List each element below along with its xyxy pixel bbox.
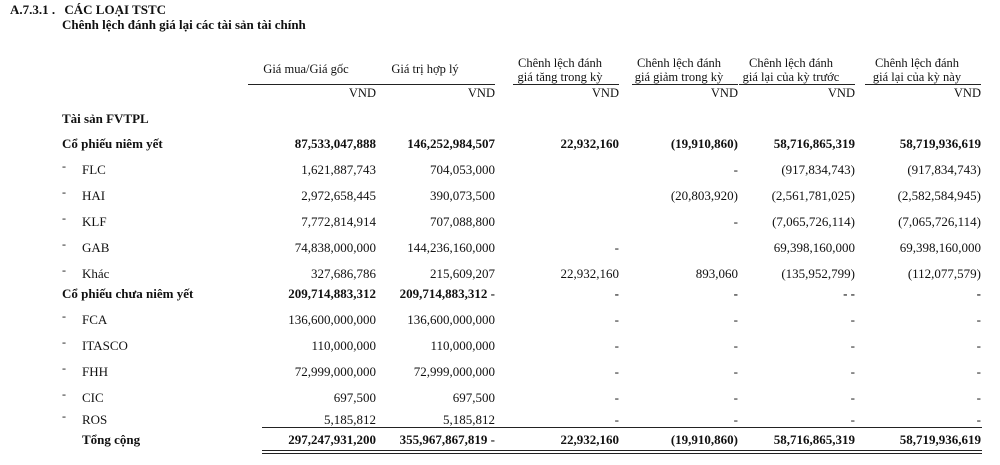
column-header-rule	[865, 84, 981, 85]
table-cell: 209,714,883,312	[288, 286, 376, 301]
asset-row-label: FCA	[82, 312, 108, 327]
table-cell: 58,716,865,319	[773, 136, 855, 151]
table-cell: -	[614, 338, 619, 353]
table-subtitle: Chênh lệch đánh giá lại các tài sản tài chính	[62, 17, 306, 32]
group-row-label: Cổ phiếu niêm yết	[62, 136, 163, 151]
table-cell: 209,714,883,312 -	[399, 286, 495, 301]
table-cell: 146,252,984,507	[407, 136, 495, 151]
table-cell: 1,621,887,743	[301, 162, 376, 177]
asset-row-label: FLC	[82, 162, 106, 177]
asset-row-label: ITASCO	[82, 338, 128, 353]
table-cell: 136,600,000,000	[288, 312, 376, 327]
table-cell: (19,910,860)	[670, 136, 738, 151]
table-cell: -	[850, 390, 855, 405]
group-label-fvtpl: Tài sản FVTPL	[62, 111, 149, 126]
column-header-line2: giá tăng trong kỳ	[517, 70, 603, 84]
bullet-dash: -	[62, 309, 66, 323]
bullet-dash: -	[62, 387, 66, 401]
table-cell: 22,932,160	[560, 266, 619, 281]
bullet-dash: -	[62, 361, 66, 375]
asset-row-label: FHH	[82, 364, 109, 379]
table-cell: 704,053,000	[430, 162, 495, 177]
column-header-2	[355, 62, 495, 76]
table-cell: 5,185,812	[324, 412, 376, 427]
table-cell: -	[614, 412, 619, 427]
table-cell: 110,000,000	[311, 338, 376, 353]
total-row-label: Tổng cộng	[82, 432, 141, 447]
table-cell: -	[614, 390, 619, 405]
table-cell: 327,686,786	[311, 266, 376, 281]
table-cell: -	[733, 364, 738, 379]
total-cell: 355,967,867,819 -	[399, 432, 495, 447]
column-header-line2: giá giảm trong kỳ	[634, 70, 724, 84]
table-cell: -	[614, 312, 619, 327]
column-unit: VND	[827, 86, 855, 100]
table-cell: 893,060	[695, 266, 738, 281]
column-header-line1: Chênh lệch đánh	[748, 56, 833, 70]
table-cell: 69,398,160,000	[773, 240, 855, 255]
column-header-rule	[513, 84, 619, 85]
bullet-dash: -	[62, 211, 66, 225]
column-unit: VND	[710, 86, 738, 100]
table-cell: -	[976, 312, 981, 327]
total-double-rule	[262, 450, 982, 454]
group-row-label: Cổ phiếu chưa niêm yết	[62, 286, 194, 301]
table-cell: -	[850, 412, 855, 427]
bullet-dash: -	[62, 409, 66, 423]
column-header-rule	[248, 84, 376, 85]
table-cell: (112,077,579)	[907, 266, 981, 281]
column-header-6	[853, 56, 981, 84]
bullet-dash: -	[62, 159, 66, 173]
column-header-3	[501, 56, 619, 84]
total-cell: 22,932,160	[560, 432, 619, 447]
column-header-4	[620, 56, 738, 84]
table-cell: 72,999,000,000	[294, 364, 376, 379]
total-cell: (19,910,860)	[670, 432, 738, 447]
asset-row-label: CIC	[82, 390, 104, 405]
table-cell: 69,398,160,000	[899, 240, 981, 255]
table-cell: 215,609,207	[430, 266, 495, 281]
table-cell: 58,719,936,619	[899, 136, 981, 151]
total-top-rule	[262, 427, 982, 428]
table-cell: -	[733, 162, 738, 177]
table-cell: 697,500	[452, 390, 495, 405]
column-unit: VND	[348, 86, 376, 100]
asset-row-label: HAI	[82, 188, 106, 203]
section-heading	[10, 2, 166, 18]
table-cell: -	[733, 390, 738, 405]
table-cell: -	[733, 338, 738, 353]
table-cell: 5,185,812	[443, 412, 495, 427]
table-cell: (7,065,726,114)	[772, 214, 855, 229]
table-cell: -	[614, 364, 619, 379]
column-header-line1: Chênh lệch đánh	[636, 56, 721, 70]
table-cell: -	[976, 364, 981, 379]
section-title: CÁC LOẠI TSTC	[64, 2, 167, 17]
table-cell: -	[976, 286, 981, 301]
table-cell: - -	[843, 286, 855, 301]
asset-row-label: ROS	[82, 412, 108, 427]
column-unit: VND	[591, 86, 619, 100]
column-header-rule	[739, 84, 855, 85]
column-header-line1: Chênh lệch đánh	[874, 56, 959, 70]
column-unit: VND	[953, 86, 981, 100]
table-cell: 707,088,800	[430, 214, 495, 229]
column-header-rule	[367, 84, 495, 85]
column-header-line2: giá lại của kỳ trước	[742, 70, 840, 84]
table-cell: 136,600,000,000	[407, 312, 495, 327]
asset-row-label: Khác	[82, 266, 110, 281]
table-cell: 110,000,000	[430, 338, 495, 353]
table-cell: -	[614, 286, 619, 301]
table-cell: (2,582,584,945)	[897, 188, 981, 203]
table-cell: (135,952,799)	[781, 266, 855, 281]
table-cell: -	[850, 364, 855, 379]
total-cell: 58,719,936,619	[899, 432, 981, 447]
table-cell: (917,834,743)	[781, 162, 855, 177]
table-cell: (2,561,781,025)	[771, 188, 855, 203]
table-cell: 87,533,047,888	[294, 136, 376, 151]
table-cell: (917,834,743)	[907, 162, 981, 177]
column-header-line1: Chênh lệch đánh	[517, 56, 602, 70]
table-cell: 7,772,814,914	[301, 214, 376, 229]
total-cell: 297,247,931,200	[288, 432, 376, 447]
table-cell: 74,838,000,000	[294, 240, 376, 255]
table-cell: 2,972,658,445	[301, 188, 376, 203]
table-cell: (20,803,920)	[670, 188, 738, 203]
table-cell: 144,236,160,000	[407, 240, 495, 255]
table-cell: -	[976, 390, 981, 405]
bullet-dash: -	[62, 335, 66, 349]
table-cell: -	[614, 240, 619, 255]
column-unit: VND	[467, 86, 495, 100]
table-cell: 697,500	[333, 390, 376, 405]
column-header-5	[727, 56, 855, 84]
column-header-line2: giá lại của kỳ này	[872, 70, 962, 84]
column-header-rule	[632, 84, 738, 85]
column-header-line2: Giá mua/Giá gốc	[263, 62, 349, 76]
table-cell: -	[733, 412, 738, 427]
table-cell: (7,065,726,114)	[898, 214, 981, 229]
table-cell: -	[733, 214, 738, 229]
column-header-line2: Giá trị hợp lý	[391, 62, 459, 76]
bullet-dash: -	[62, 185, 66, 199]
bullet-dash: -	[62, 237, 66, 251]
asset-row-label: GAB	[82, 240, 110, 255]
bullet-dash: -	[62, 263, 66, 277]
section-number: A.7.3.1 .	[10, 2, 56, 17]
table-cell: -	[976, 338, 981, 353]
table-cell: -	[850, 312, 855, 327]
table-cell: -	[976, 412, 981, 427]
table-cell: -	[850, 338, 855, 353]
asset-row-label: KLF	[82, 214, 107, 229]
table-cell: 22,932,160	[560, 136, 619, 151]
total-cell: 58,716,865,319	[773, 432, 855, 447]
table-cell: 72,999,000,000	[413, 364, 495, 379]
table-cell: -	[733, 286, 738, 301]
table-cell: 390,073,500	[430, 188, 495, 203]
table-cell: -	[733, 312, 738, 327]
